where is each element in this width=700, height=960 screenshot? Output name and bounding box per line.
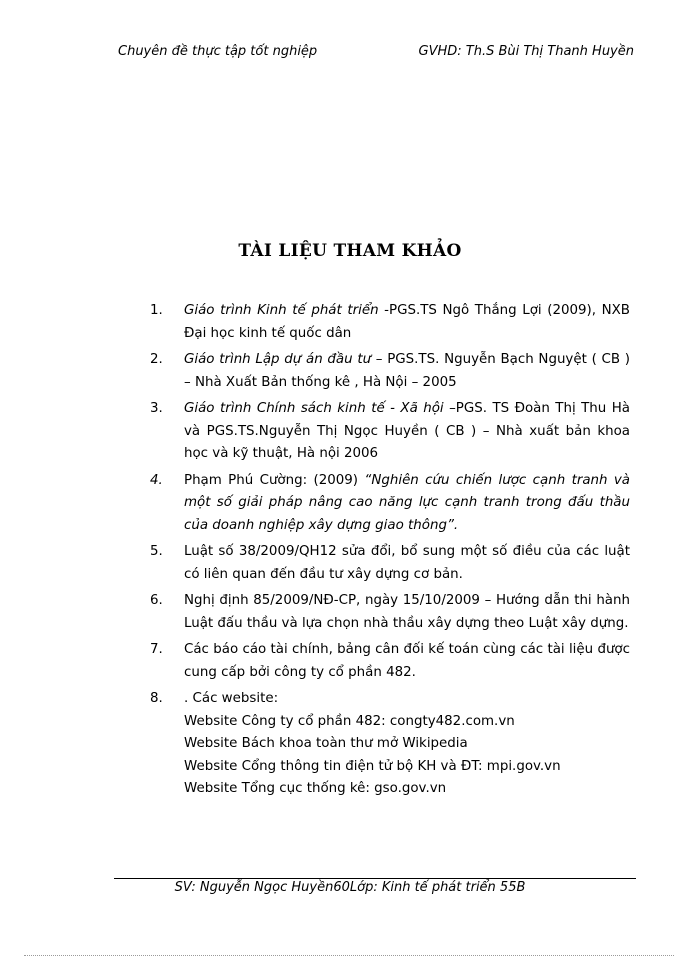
website-item: Website Cổng thông tin điện tử bộ KH và ĐT: mpi.gov.vn	[184, 758, 561, 774]
reference-number: 6.	[150, 593, 163, 608]
reference-details: Luật số 38/2009/QH12 sửa đổi, bổ sung một số điều của các luật có liên quan đến đầu tư xây dựng cơ bản.	[184, 544, 630, 582]
reference-number: 4.	[150, 472, 163, 488]
reference-number: 3.	[150, 401, 163, 416]
reference-author: Phạm Phú Cường: (2009)	[184, 472, 359, 488]
reference-details: . Các website:	[184, 691, 279, 706]
website-item: Website Bách khoa toàn thư mở Wikipedia	[184, 736, 468, 751]
reference-number: 7.	[150, 642, 163, 657]
reference-number: 5.	[150, 544, 163, 559]
reference-number: 1.	[150, 303, 163, 318]
reference-details: Các báo cáo tài chính, bảng cân đối kế toán cùng các tài liệu được cung cấp bởi công ty cổ phần 482.	[184, 642, 630, 680]
reference-item	[150, 541, 630, 586]
reference-item	[150, 639, 630, 684]
reference-details: –PGS. TS Đoàn Thị Thu Hà và PGS.TS.Nguyễn Thị Ngọc Huyền ( CB ) – Nhà xuất bản khoa học và kỹ thuật, Hà nội 2006	[184, 401, 631, 461]
reference-item	[150, 300, 630, 345]
page-footer: SV: Nguyễn Ngọc Huyền60Lớp: Kinh tế phát triển 55B	[174, 880, 526, 895]
reference-list	[150, 300, 630, 805]
reference-book-title: Giáo trình Kinh tế phát triển	[184, 303, 379, 318]
page-header	[118, 44, 634, 64]
reference-item	[150, 349, 630, 394]
reference-details: -PGS.TS Ngô Thắng Lợi (2009), NXB Đại học kinh tế quốc dân	[184, 303, 630, 341]
reference-book-title: Giáo trình Lập dự án đầu tư	[184, 352, 372, 367]
reference-details: Nghị định 85/2009/NĐ-CP, ngày 15/10/2009 – Hướng dẫn thi hành Luật đấu thầu và lựa chọn nhà thầu xây dựng theo Luật xây dựng.	[184, 593, 630, 631]
reference-details: – PGS.TS. Nguyễn Bạch Nguyệt ( CB ) – Nhà Xuất Bản thống kê , Hà Nội – 2005	[184, 352, 631, 390]
reference-item	[150, 590, 630, 635]
reference-number: 2.	[150, 352, 163, 367]
header-supervisor: GVHD: Th.S Bùi Thị Thanh Huyền	[418, 44, 634, 59]
footer-divider	[114, 878, 636, 879]
reference-book-title: “Nghiên cứu chiến lược cạnh tranh và một số giải pháp nâng cao năng lực cạnh tranh trong đấu thầu của doanh nghiệp xây dựng giao thông”.	[184, 472, 630, 533]
reference-item	[150, 470, 630, 538]
reference-number: 8.	[150, 691, 163, 706]
page-break-line	[24, 955, 674, 956]
reference-book-title: Giáo trình Chính sách kinh tế - Xã hội	[184, 401, 444, 416]
website-item: Website Tổng cục thống kê: gso.gov.vn	[184, 781, 447, 796]
header-report-title: Chuyên đề thực tập tốt nghiệp	[118, 44, 318, 59]
reference-item	[150, 398, 630, 466]
reference-item	[150, 688, 630, 801]
page-title: TÀI LIỆU THAM KHẢO	[238, 241, 462, 261]
website-item: Website Công ty cổ phần 482: congty482.com.vn	[184, 713, 515, 729]
website-list	[184, 711, 630, 801]
